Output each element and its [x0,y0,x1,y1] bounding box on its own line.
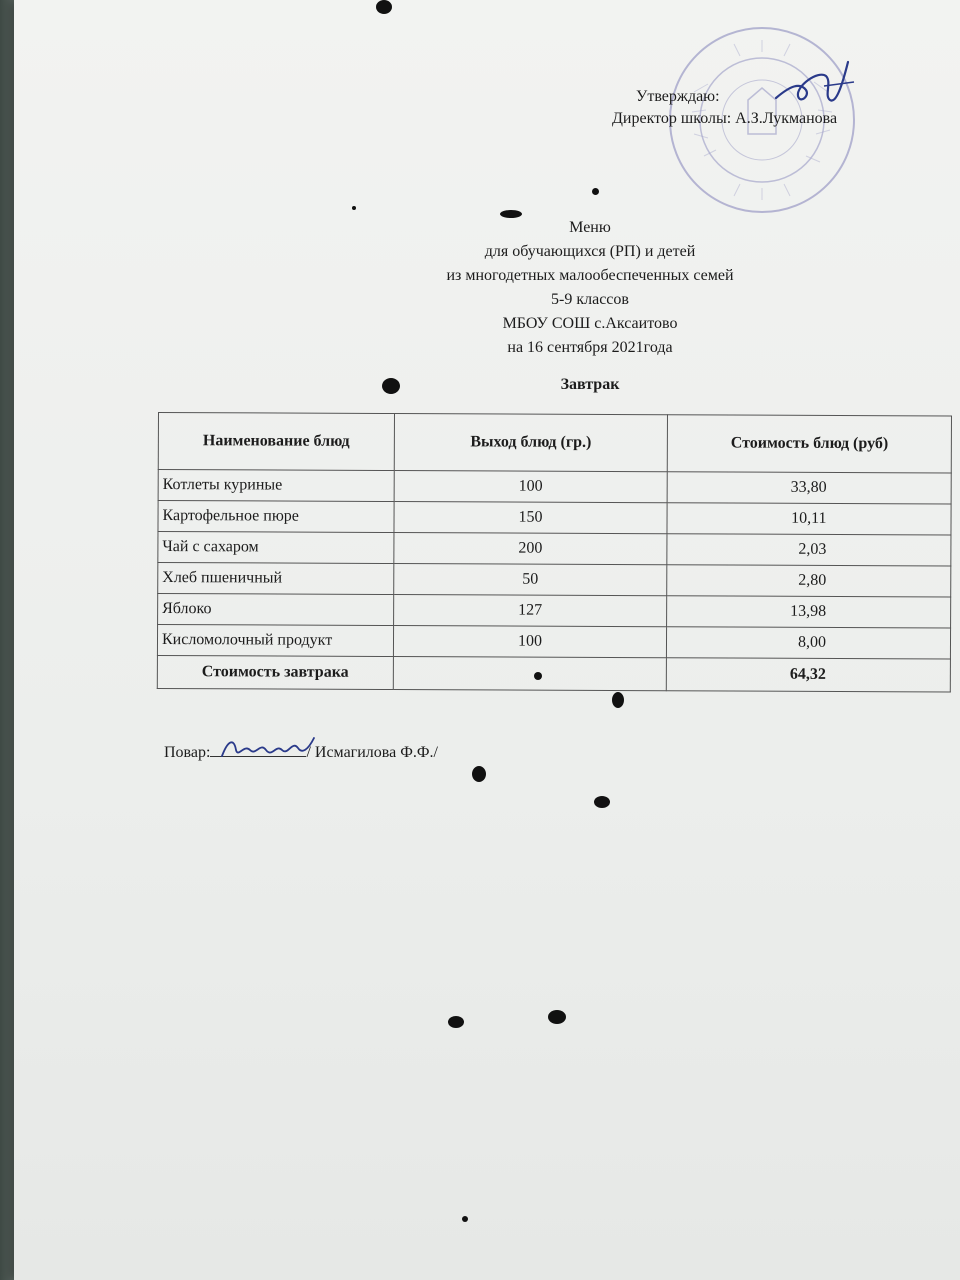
heading-line: Меню [569,219,611,236]
ink-blot [472,766,486,782]
table-row [158,563,951,597]
column-header: Наименование блюд [158,413,394,471]
total-empty-cell [393,657,667,691]
ink-blot [382,378,400,394]
menu-heading [300,216,880,360]
ink-blot [594,796,610,808]
dish-name: Яблоко [158,594,394,626]
dish-weight: 127 [393,595,667,627]
dish-cost: 2,80 [667,565,951,597]
dish-name: Хлеб пшеничный [158,563,394,595]
dish-weight: 150 [394,502,668,534]
ink-blot [352,206,356,210]
approve-label: Утверждаю: [636,88,720,105]
total-row [157,655,950,691]
director-line: Директор школы: А.З.Лукманова [612,110,838,127]
cook-signature [218,730,318,764]
ink-blot [612,692,624,708]
dish-weight: 100 [394,471,668,503]
heading-line: из многодетных малообеспеченных семей [446,267,734,284]
heading-line: на 16 сентября 2021года [507,339,673,356]
ink-blot [448,1016,464,1028]
table-row [158,532,951,566]
ink-blot [376,0,392,14]
dish-name: Чай с сахаром [158,532,394,564]
dish-weight: 200 [394,533,668,565]
dish-cost: 2,03 [667,534,951,566]
column-header: Стоимость блюд (руб) [667,415,951,473]
dish-name: Картофельное пюре [158,501,394,533]
column-header: Выход блюд (гр.) [394,414,668,472]
ink-blot [500,210,522,218]
total-label: Стоимость завтрака [157,655,393,689]
ink-blot [548,1010,566,1024]
section-title: Завтрак [560,376,620,393]
dish-cost: 8,00 [667,627,951,659]
cook-label: Повар: [164,744,211,761]
dish-cost: 13,98 [667,596,951,628]
dish-cost: 33,80 [667,472,951,504]
table-header-row [158,413,951,473]
table-row [158,470,951,504]
director-signature [770,56,860,112]
ink-blot [534,672,542,680]
table-row [158,501,951,535]
heading-line: МБОУ СОШ с.Аксаитово [502,315,678,332]
cook-name: / Исмагилова Ф.Ф./ [306,744,438,761]
dish-name: Котлеты куриные [158,470,394,502]
heading-line: для обучающихся (РП) и детей [484,243,696,260]
total-value: 64,32 [667,658,951,692]
heading-line: 5-9 классов [551,291,629,308]
table-row [158,594,951,628]
ink-blot [592,188,599,195]
dish-name: Кисломолочный продукт [157,625,393,657]
table-row [157,625,950,659]
dish-weight: 100 [393,626,667,658]
ink-blot [462,1216,468,1222]
dish-weight: 50 [393,564,667,596]
menu-table [157,412,952,692]
dish-cost: 10,11 [667,503,951,535]
